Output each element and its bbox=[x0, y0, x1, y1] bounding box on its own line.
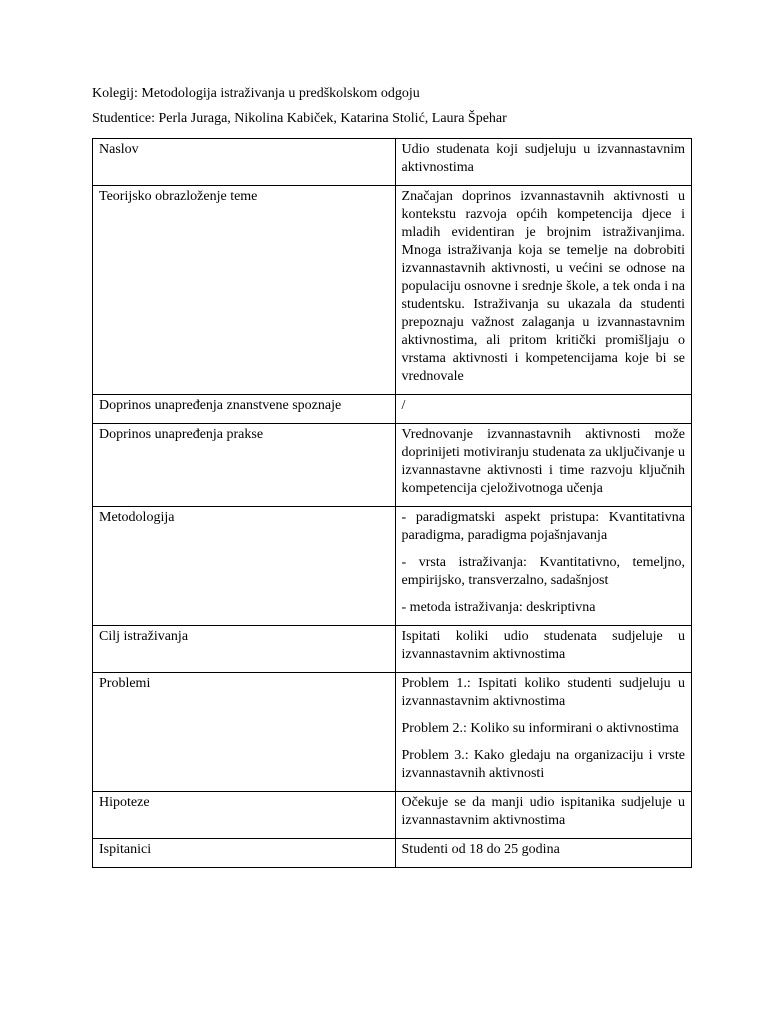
row-label-cell bbox=[93, 673, 396, 792]
row-value-paragraph: - vrsta istraživanja: Kvantitativno, temeljno, empirijsko, transverzalno, sadašnjost bbox=[401, 555, 685, 588]
row-label: Teorijsko obrazloženje teme bbox=[99, 189, 258, 204]
row-label-cell bbox=[93, 186, 396, 395]
table-row bbox=[93, 139, 692, 186]
row-value-paragraph: Ispitati koliki udio studenata sudjeluje u izvannastavnim aktivnostima bbox=[401, 629, 685, 662]
table-row bbox=[93, 424, 692, 507]
row-value-paragraph: Problem 3.: Kako gledaju na organizaciju i vrste izvannastavnih aktivnosti bbox=[401, 748, 685, 781]
row-label: Doprinos unapređenja znanstvene spoznaje bbox=[99, 398, 342, 413]
table-row bbox=[93, 395, 692, 424]
table-row bbox=[93, 507, 692, 626]
row-value-cell bbox=[395, 839, 691, 868]
row-label-cell bbox=[93, 139, 396, 186]
row-value-cell bbox=[395, 424, 691, 507]
row-value-paragraph: Očekuje se da manji udio ispitanika sudjeluje u izvannastavnim aktivnostima bbox=[401, 795, 685, 828]
row-label-cell bbox=[93, 395, 396, 424]
table-row bbox=[93, 673, 692, 792]
row-value-cell bbox=[395, 626, 691, 673]
row-label-cell bbox=[93, 507, 396, 626]
row-label: Naslov bbox=[99, 142, 139, 157]
table-row bbox=[93, 839, 692, 868]
row-label-cell bbox=[93, 424, 396, 507]
row-value-cell bbox=[395, 507, 691, 626]
row-value-paragraph: - metoda istraživanja: deskriptivna bbox=[401, 600, 596, 615]
table-row bbox=[93, 792, 692, 839]
row-label: Doprinos unapređenja prakse bbox=[99, 427, 264, 442]
table-row bbox=[93, 626, 692, 673]
row-value-paragraph: Vrednovanje izvannastavnih aktivnosti može doprinijeti motiviranju studenata za uključivanje u izvannastavne aktivnosti i time razvoju ključnih kompetencija cjeloživotnoga učenja bbox=[401, 427, 685, 496]
row-value-cell bbox=[395, 792, 691, 839]
row-value-paragraph: Značajan doprinos izvannastavnih aktivnosti u kontekstu razvoja općih kompetencija djece i mladih evidentiran je brojnim istraživanjima. Mnoga istraživanja koja se temelje na dobrobiti izvannastavnih aktivnosti, u većini se odnose na populaciju osnovne i srednje škole, a tek onda i na studentsku. Istraživanja su ukazala da studenti prepoznaju važnost zalaganja u izvannastavnim aktivnostima, ali pritom kritički promišljaju o vrstama aktivnosti i kompetencijama koje bi se vrednovale bbox=[401, 189, 685, 384]
document-page bbox=[92, 84, 692, 868]
row-label: Metodologija bbox=[99, 510, 175, 525]
row-value-cell bbox=[395, 673, 691, 792]
row-value-cell bbox=[395, 395, 691, 424]
row-value-cell bbox=[395, 186, 691, 395]
table-row bbox=[93, 186, 692, 395]
row-value-paragraph: / bbox=[401, 398, 406, 413]
row-label: Hipoteze bbox=[99, 795, 150, 810]
row-label: Cilj istraživanja bbox=[99, 629, 189, 644]
row-value-paragraph: Udio studenata koji sudjeluju u izvannastavnim aktivnostima bbox=[401, 142, 685, 175]
row-label: Ispitanici bbox=[99, 842, 152, 857]
research-plan-table bbox=[92, 138, 692, 868]
row-label-cell bbox=[93, 792, 396, 839]
row-label-cell bbox=[93, 626, 396, 673]
row-value-paragraph: - paradigmatski aspekt pristupa: Kvantitativna paradigma, paradigma pojašnjavanja bbox=[401, 510, 685, 543]
course-line: Kolegij: Metodologija istraživanja u predškolskom odgoju bbox=[92, 86, 420, 101]
row-value-paragraph: Studenti od 18 do 25 godina bbox=[401, 842, 560, 857]
row-value-paragraph: Problem 2.: Koliko su informirani o aktivnostima bbox=[401, 721, 679, 736]
row-value-paragraph: Problem 1.: Ispitati koliko studenti sudjeluju u izvannastavnim aktivnostima bbox=[401, 676, 685, 709]
row-value-cell bbox=[395, 139, 691, 186]
row-label-cell bbox=[93, 839, 396, 868]
row-label: Problemi bbox=[99, 676, 151, 691]
students-line: Studentice: Perla Juraga, Nikolina Kabiček, Katarina Stolić, Laura Špehar bbox=[92, 111, 507, 126]
